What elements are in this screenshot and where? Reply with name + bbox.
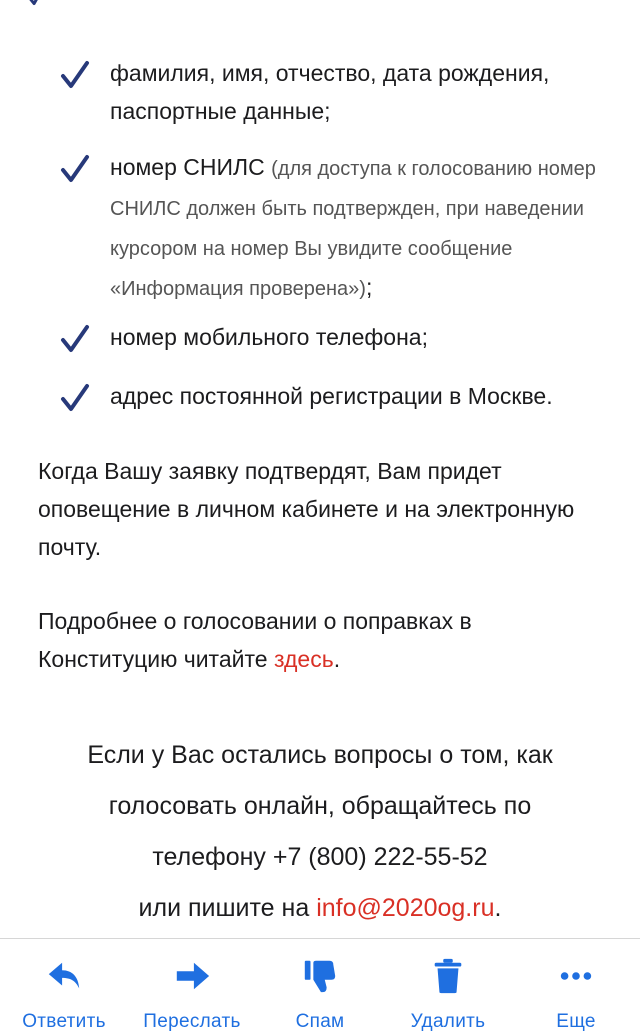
delete-label: Удалить bbox=[410, 1011, 486, 1032]
contact-block bbox=[0, 730, 640, 934]
checkmark-icon bbox=[26, 0, 48, 8]
list-item bbox=[60, 318, 612, 356]
mail-toolbar bbox=[0, 939, 640, 1034]
more-info-text: Подробнее о голосовании о поправках в Конституцию читайте bbox=[38, 608, 472, 672]
list-item-label: адрес постоянной регистрации в Москве. bbox=[110, 383, 553, 409]
more-info-end: . bbox=[333, 646, 341, 672]
forward-button[interactable] bbox=[128, 939, 256, 1034]
spam-button[interactable] bbox=[256, 939, 384, 1034]
reply-button[interactable] bbox=[0, 939, 128, 1034]
more-label: Еще bbox=[556, 1011, 596, 1032]
contact-email-line bbox=[0, 883, 640, 934]
list-item-note: (для доступа к голосованию номер СНИЛС должен быть подтвержден, при наведении курсором на номер Вы увидите сообщение «Информация проверена») bbox=[110, 158, 596, 300]
contact-line: голосовать онлайн, обращайтесь по bbox=[108, 792, 532, 820]
checkmark-icon bbox=[60, 154, 94, 308]
list-item-label: номер СНИЛС bbox=[110, 154, 272, 180]
list-item-text bbox=[110, 148, 612, 308]
delete-button[interactable] bbox=[384, 939, 512, 1034]
more-info-paragraph bbox=[38, 602, 612, 678]
spam-label: Спам bbox=[295, 1011, 345, 1032]
checkmark-icon bbox=[60, 60, 94, 130]
more-icon bbox=[557, 957, 595, 995]
list-item bbox=[60, 377, 612, 415]
confirmation-paragraph: Когда Вашу заявку подтвердят, Вам придет оповещение в личном кабинете и на электронную почту. bbox=[38, 458, 575, 560]
reply-label: Ответить bbox=[22, 1011, 106, 1032]
list-item bbox=[60, 148, 612, 308]
list-item bbox=[60, 54, 612, 130]
list-item-text bbox=[110, 377, 553, 415]
contact-line: Если у Вас остались вопросы о том, как bbox=[87, 741, 553, 769]
list-item-label: фамилия, имя, отчество, дата рождения, паспортные данные; bbox=[110, 60, 550, 124]
checkmark-icon bbox=[60, 383, 94, 415]
forward-icon bbox=[173, 957, 211, 995]
thumbs-down-icon bbox=[301, 957, 339, 995]
list-item-label: номер мобильного телефона; bbox=[110, 324, 428, 350]
trash-icon bbox=[429, 957, 467, 995]
list-item-text bbox=[110, 54, 612, 130]
contact-email-prefix: или пишите на bbox=[138, 894, 317, 922]
email-link[interactable]: info@2020og.ru bbox=[316, 894, 495, 922]
checkmark-icon bbox=[60, 324, 94, 356]
more-button[interactable] bbox=[512, 939, 640, 1034]
reply-icon bbox=[45, 957, 83, 995]
here-link[interactable]: здесь bbox=[273, 646, 334, 672]
contact-email-end: . bbox=[494, 894, 502, 922]
list-item-text bbox=[110, 318, 428, 356]
forward-label: Переслать bbox=[143, 1011, 241, 1032]
contact-phone-line: телефону +7 (800) 222-55-52 bbox=[152, 843, 488, 871]
list-item-suffix: ; bbox=[365, 274, 373, 300]
